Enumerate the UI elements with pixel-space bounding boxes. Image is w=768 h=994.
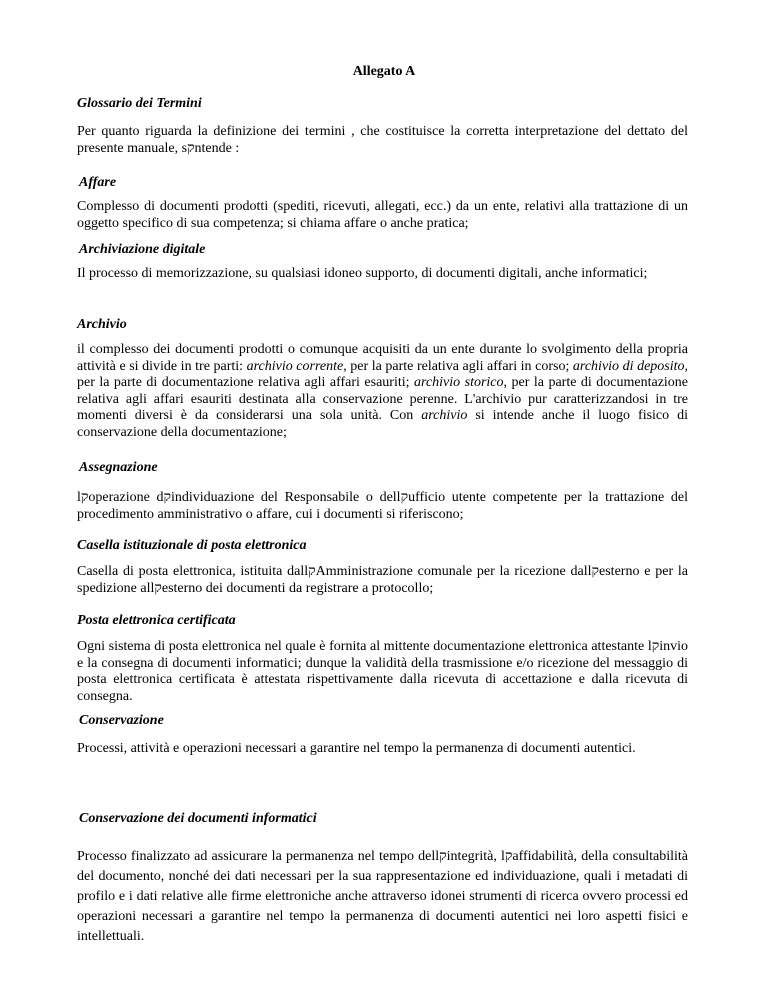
term-archiviazione-digitale: Archiviazione digitale bbox=[79, 242, 206, 257]
term-assegnazione: Assegnazione bbox=[79, 460, 158, 475]
definition-archivio-part: , per la parte di documentazione relativa agli affari esauriti destinata alla conservazione perenne. L'archivio pur caratterizzandosi in tre momenti diversi è da considerarsi una sola unità. Con bbox=[77, 375, 689, 423]
term-conservazione: Conservazione bbox=[79, 713, 164, 728]
term-casella-istituzionale: Casella istituzionale di posta elettronica bbox=[77, 538, 307, 553]
definition-archivio-emphasis: archivio bbox=[421, 408, 468, 423]
definition-casella-istituzionale: Casella di posta elettronica, istituita dallקAmministrazione comunale per la ricezione dallקesterno e per la spedizione allקesterno dei documenti da registrare a protocollo; bbox=[77, 564, 689, 596]
definition-archivio-emphasis: archivio corrente bbox=[246, 358, 344, 374]
definition-archiviazione-digitale: Il processo di memorizzazione, su qualsiasi idoneo supporto, di documenti digitali, anche informatici; bbox=[77, 266, 648, 281]
definition-archivio-emphasis: archivio storico bbox=[414, 375, 504, 390]
document-title: Allegato A bbox=[352, 64, 416, 79]
definition-archivio-part: , per la parte relativa agli affari in corso; bbox=[343, 358, 573, 374]
definition-conservazione: Processi, attività e operazioni necessari a garantire nel tempo la permanenza di documenti autentici. bbox=[77, 741, 636, 756]
definition-posta-elettronica-certificata: Ogni sistema di posta elettronica nel quale è fornita al mittente documentazione elettronica attestante lקinvio e la consegna di documenti informatici; dunque la validità della trasmissione e/o ricezione del messaggio di posta elettronica certificata è attestata rispettivamente dalla ricevuta di accettazione e dalla ricevuta di consegna. bbox=[77, 639, 688, 704]
intro-paragraph: Per quanto riguarda la definizione dei termini , che costituisce la corretta interpretazione del dettato del presente manuale, sקntende : bbox=[77, 124, 688, 156]
term-conservazione-documenti-informatici: Conservazione dei documenti informatici bbox=[79, 811, 317, 826]
definition-archivio bbox=[77, 342, 688, 441]
definition-archivio-part: il complesso dei documenti prodotti o comunque acquisiti da un ente durante lo svolgimento della propria attività e si divide in tre parti: bbox=[77, 342, 688, 374]
definition-affare: Complesso di documenti prodotti (spediti, ricevuti, allegati, ecc.) da un ente, relativi alla trattazione di un oggetto specifico di sua competenza; si chiama affare o anche pratica; bbox=[77, 199, 688, 231]
document-subtitle: Glossario dei Termini bbox=[77, 96, 202, 111]
term-archivio: Archivio bbox=[77, 317, 127, 332]
term-affare: Affare bbox=[79, 175, 117, 190]
definition-archivio-part: si intende anche il luogo fisico di conservazione della documentazione; bbox=[77, 408, 688, 440]
definition-archivio-part: , per la parte di documentazione relativa agli affari esauriti; bbox=[77, 358, 689, 390]
definition-conservazione-documenti-informatici: Processo finalizzato ad assicurare la permanenza nel tempo dellקintegrità, lקaffidabilità, della consultabilità del documento, nonché dei dati necessari per la sua rappresentazione ed individuazione, quali i metadati di profilo e i dati relative alle firme elettroniche anche attraverso idonei strumenti di ricerca ovvero processi ed operazioni necessari a garantire nel tempo la permanenza di documenti autentici nei loro aspetti fisici e intellettuali. bbox=[77, 849, 689, 944]
definition-archivio-emphasis: archivio di deposito bbox=[572, 358, 685, 374]
term-posta-elettronica-certificata: Posta elettronica certificata bbox=[77, 613, 236, 628]
definition-assegnazione: lקoperazione dקindividuazione del Responsabile o dellקufficio utente competente per la trattazione del procedimento amministrativo o affare, cui i documenti si riferiscono; bbox=[77, 490, 688, 522]
